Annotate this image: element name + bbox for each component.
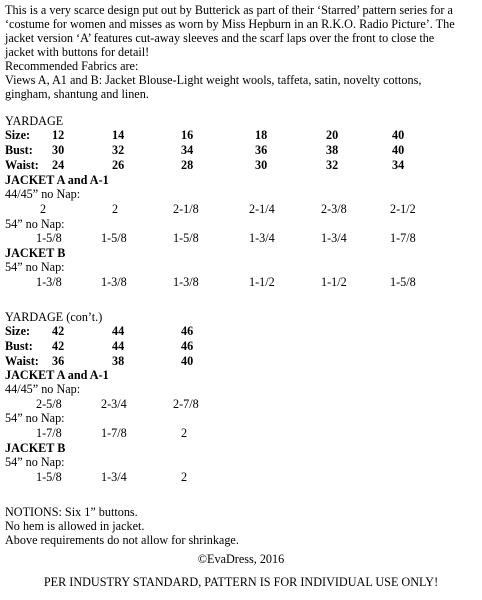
yardage-value: 1-5/8	[101, 231, 127, 245]
jacket-a-4445-row	[0, 202, 482, 217]
usage-disclaimer: PER INDUSTRY STANDARD, PATTERN IS FOR INDIVIDUAL USE ONLY!	[43, 575, 439, 589]
intro-line: gingham, shantung and linen.	[5, 87, 149, 101]
bust-value: 34	[181, 143, 194, 157]
yardage-value: 1-1/2	[249, 275, 275, 289]
note-line: NOTIONS: Six 1” buttons.	[5, 505, 138, 519]
nap-54-label: 54” no Nap:	[5, 217, 65, 231]
bust-value: 44	[112, 339, 125, 353]
size-value: 12	[52, 128, 65, 142]
notions-notes	[5, 505, 239, 547]
yardage-value: 2-3/8	[321, 202, 347, 216]
yardage-value: 1-7/8	[101, 426, 127, 440]
jacket-a-54-row	[0, 426, 482, 441]
size-value: 44	[112, 324, 125, 338]
size-value: 14	[112, 128, 125, 142]
jacket-b-heading: JACKET B	[5, 441, 66, 455]
nap-4445-label: 44/45” no Nap:	[5, 382, 81, 396]
jacket-a-4445-row	[0, 397, 482, 412]
yardage-value: 1-3/4	[321, 231, 347, 245]
yardage-value: 1-3/8	[36, 275, 62, 289]
bust-value: 30	[52, 143, 65, 157]
jacket-a-heading: JACKET A and A-1	[5, 368, 109, 382]
nap-4445-label: 44/45” no Nap:	[5, 187, 81, 201]
bust-value: 36	[255, 143, 268, 157]
intro-line: jacket with buttons for detail!	[5, 45, 150, 59]
bust-label: Bust:	[5, 339, 33, 353]
yardage-value: 2-3/4	[101, 397, 127, 411]
waist-row	[0, 354, 482, 369]
yardage-heading: YARDAGE (con’t.)	[5, 310, 103, 324]
bust-value: 40	[392, 143, 405, 157]
yardage-value: 1-1/2	[321, 275, 347, 289]
size-label: Size:	[5, 324, 31, 338]
bust-value: 32	[112, 143, 125, 157]
intro-line: Views A, A1 and B: Jacket Blouse-Light weight wools, taffeta, satin, novelty cottons,	[5, 73, 422, 87]
jacket-b-54-row	[0, 275, 482, 290]
size-value: 46	[181, 324, 194, 338]
waist-row	[0, 158, 482, 173]
yardage-value: 2-1/4	[249, 202, 275, 216]
yardage-value: 1-5/8	[36, 470, 62, 484]
waist-value: 24	[52, 158, 65, 172]
size-value: 20	[326, 128, 339, 142]
intro-line: This is a very scarce design put out by Butterick as part of their ‘Starred’ pattern series for a	[5, 3, 453, 17]
yardage-value: 1-3/4	[101, 470, 127, 484]
size-row	[0, 128, 482, 143]
waist-value: 30	[255, 158, 268, 172]
note-line: Above requirements do not allow for shrinkage.	[5, 533, 239, 547]
yardage-value: 1-5/8	[173, 231, 199, 245]
note-line: No hem is allowed in jacket.	[5, 519, 145, 533]
waist-value: 38	[112, 354, 125, 368]
yardage-value: 2	[181, 426, 188, 440]
yardage-value: 2-5/8	[36, 397, 62, 411]
jacket-a-54-row	[0, 231, 482, 246]
bust-label: Bust:	[5, 143, 33, 157]
bust-value: 46	[181, 339, 194, 353]
intro-line: ‘costume for women and misses as worn by Miss Hepburn in an R.K.O. Radio Picture’. The	[5, 17, 455, 31]
yardage-value: 1-7/8	[390, 231, 416, 245]
intro-line: Recommended Fabrics are:	[5, 59, 139, 73]
yardage-value: 2	[40, 202, 47, 216]
yardage-value: 1-7/8	[36, 426, 62, 440]
size-label: Size:	[5, 128, 31, 142]
yardage-value: 1-3/8	[101, 275, 127, 289]
yardage-value: 2	[112, 202, 119, 216]
jacket-a-heading: JACKET A and A-1	[5, 173, 109, 187]
nap-54-label: 54” no Nap:	[5, 411, 65, 425]
nap-54-label: 54” no Nap:	[5, 260, 65, 274]
size-value: 18	[255, 128, 268, 142]
yardage-value: 1-3/8	[173, 275, 199, 289]
yardage-value: 1-5/8	[390, 275, 416, 289]
yardage-value: 2	[181, 470, 188, 484]
bust-row	[0, 143, 482, 158]
nap-54-label: 54” no Nap:	[5, 455, 65, 469]
waist-label: Waist:	[5, 354, 39, 368]
yardage-value: 1-5/8	[36, 231, 62, 245]
intro-line: jacket version ‘A’ features cut-away sleeves and the scarf laps over the front to close the	[5, 31, 435, 45]
yardage-value: 2-1/2	[390, 202, 416, 216]
intro-paragraph	[5, 3, 479, 101]
copyright: ©EvaDress, 2016	[197, 552, 285, 566]
bust-value: 42	[52, 339, 65, 353]
size-value: 42	[52, 324, 65, 338]
jacket-b-54-row	[0, 470, 482, 485]
bust-row	[0, 339, 482, 354]
waist-value: 34	[392, 158, 405, 172]
yardage-value: 2-1/8	[173, 202, 199, 216]
waist-label: Waist:	[5, 158, 39, 172]
jacket-b-heading: JACKET B	[5, 246, 66, 260]
waist-value: 36	[52, 354, 65, 368]
yardage-heading: YARDAGE	[5, 114, 64, 128]
yardage-value: 1-3/4	[249, 231, 275, 245]
waist-value: 32	[326, 158, 339, 172]
waist-value: 40	[181, 354, 194, 368]
waist-value: 28	[181, 158, 194, 172]
size-value: 16	[181, 128, 194, 142]
size-row	[0, 324, 482, 339]
yardage-value: 2-7/8	[173, 397, 199, 411]
bust-value: 38	[326, 143, 339, 157]
waist-value: 26	[112, 158, 125, 172]
size-value: 40	[392, 128, 405, 142]
